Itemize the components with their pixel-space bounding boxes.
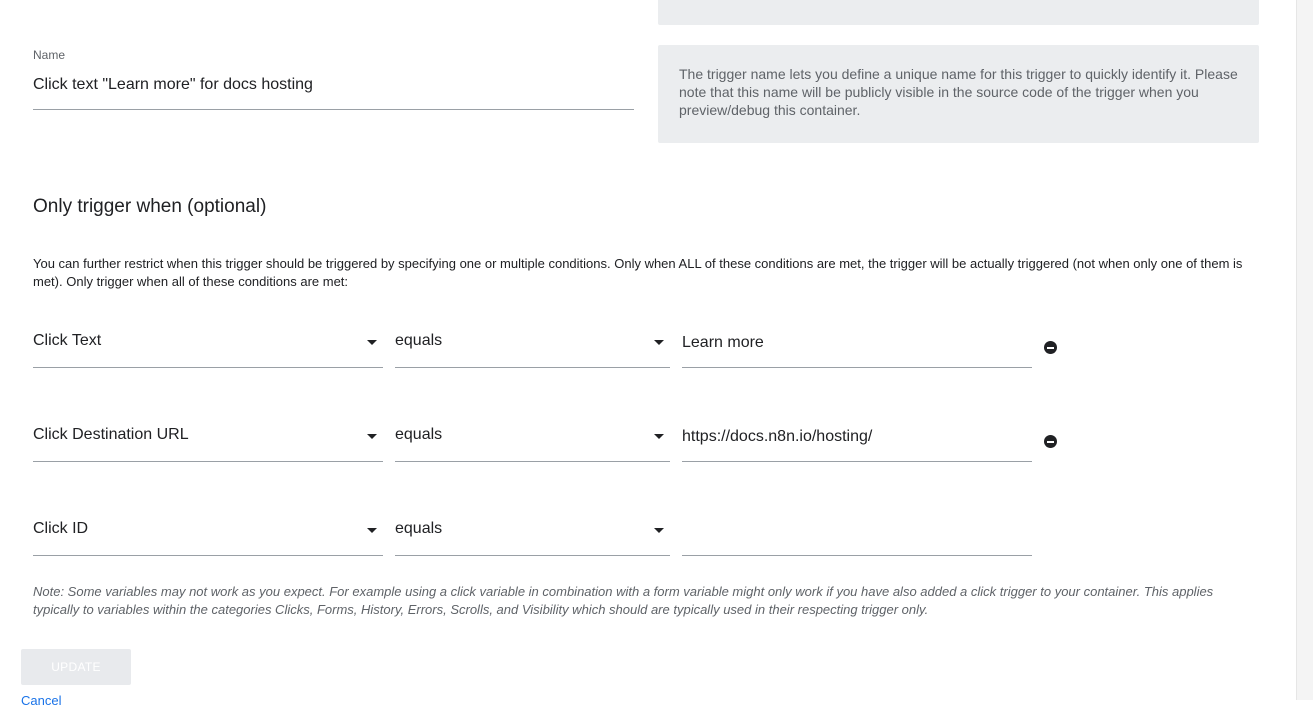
condition-value-input[interactable]	[682, 422, 1032, 462]
condition-operator-select[interactable]	[395, 328, 670, 368]
variables-note: Note: Some variables may not work as you expect. For example using a click variable in combination with a form variable might only work if you have also added a click trigger to your container. This applies typically to variables within the categories Clicks, Forms, History, Errors, Scrolls, and Visibility which should are typically used in their respecting trigger only.	[33, 584, 1214, 617]
info-box-partial	[658, 0, 1259, 25]
dropdown-arrow-icon	[367, 434, 377, 439]
condition-operator-value: equals	[395, 426, 443, 443]
conditions-title: Only trigger when (optional)	[33, 196, 267, 217]
name-label: Name	[33, 48, 66, 62]
dropdown-arrow-icon	[654, 340, 664, 345]
scrollbar[interactable]	[1296, 0, 1313, 700]
condition-variable-value: Click Destination URL	[33, 426, 189, 443]
condition-variable-select[interactable]	[33, 422, 383, 462]
dropdown-arrow-icon	[654, 434, 664, 439]
dropdown-arrow-icon	[367, 340, 377, 345]
condition-variable-select[interactable]	[33, 328, 383, 368]
name-info-text: The trigger name lets you define a unique name for this trigger to quickly identify it. Please note that this name will be publicly visible in the source code of the trigger when you preview/debug this container.	[679, 66, 1238, 118]
cancel-link[interactable]: Cancel	[21, 693, 62, 708]
condition-variable-value: Click Text	[33, 332, 102, 349]
condition-operator-value: equals	[395, 520, 443, 537]
dropdown-arrow-icon	[654, 528, 664, 533]
remove-condition-icon[interactable]	[1044, 341, 1057, 354]
remove-condition-icon[interactable]	[1044, 435, 1057, 448]
name-input[interactable]	[33, 70, 634, 110]
name-info-box	[658, 45, 1259, 143]
conditions-description: You can further restrict when this trigger should be triggered by specifying one or multiple conditions. Only when ALL of these conditions are met, the trigger will be actually triggered (not when only one of them is met). Only trigger when all of these conditions are met:	[33, 256, 1243, 289]
dropdown-arrow-icon	[367, 528, 377, 533]
update-button[interactable]: UPDATE	[21, 649, 131, 685]
condition-variable-value: Click ID	[33, 520, 89, 537]
condition-value-input[interactable]	[682, 516, 1032, 556]
condition-operator-value: equals	[395, 332, 443, 349]
condition-operator-select[interactable]	[395, 516, 670, 556]
condition-variable-select[interactable]	[33, 516, 383, 556]
condition-value-input[interactable]	[682, 328, 1032, 368]
condition-operator-select[interactable]	[395, 422, 670, 462]
